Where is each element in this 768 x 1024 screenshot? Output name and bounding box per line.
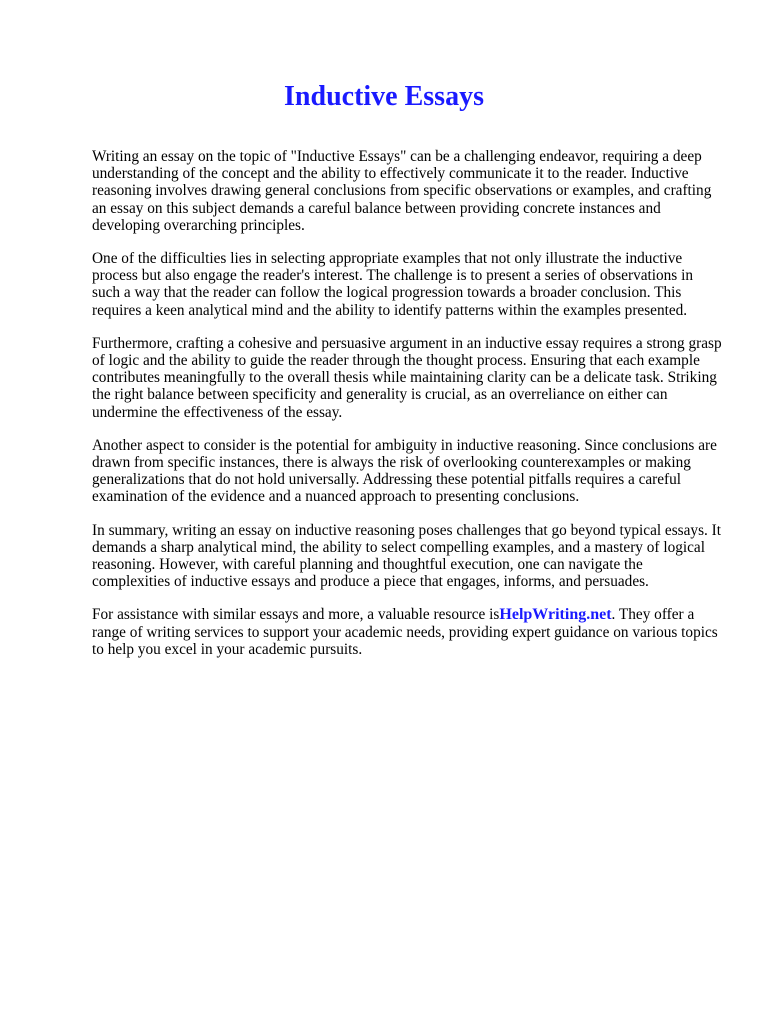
paragraph-4: Another aspect to consider is the potential for ambiguity in inductive reasoning. Since conclusions are drawn from specific instances, there is always the risk of overlooking counterexamples or making generalizations that do not hold universally. Addressing these potential pitfalls requires a careful examination of the evidence and a nuanced approach to presenting conclusions.	[92, 436, 717, 506]
final-paragraph-tail: . They offer a range of writing services to support your academic needs, providing expert guidance on various topics to help you excel in your academic pursuits.	[92, 606, 718, 658]
paragraph-3: Furthermore, crafting a cohesive and persuasive argument in an inductive essay requires a strong grasp of logic and the ability to guide the reader through the thought process. Ensuring that each example contributes meaningfully to the overall thesis while maintaining clarity can be a delicate task. Striking the right balance between specificity and generality is crucial, as an overreliance on either can undermine the effectiveness of the essay.	[92, 334, 722, 421]
paragraph-5: In summary, writing an essay on inductive reasoning poses challenges that go beyond typical essays. It demands a sharp analytical mind, the ability to select compelling examples, and a mastery of logical reasoning. However, with careful planning and thoughtful execution, one can navigate the complexities of inductive essays and produce a piece that engages, informs, and persuades.	[92, 521, 722, 591]
paragraph-2: One of the difficulties lies in selecting appropriate examples that not only illustrate the inductive process but also engage the reader's interest. The challenge is to present a series of observations in such a way that the reader can follow the logical progression towards a broader conclusion. This requires a keen analytical mind and the ability to identify patterns within the examples presented.	[92, 250, 693, 319]
paragraph-1: Writing an essay on the topic of "Inductive Essays" can be a challenging endeavor, requiring a deep understanding of the concept and the ability to effectively communicate it to the reader. Inductive reasoning involves drawing general conclusions from specific observations or examples, and crafting an essay on this subject demands a careful balance between providing concrete instances and developing overarching principles.	[92, 148, 712, 234]
helpwriting-link[interactable]: HelpWriting.net	[499, 606, 612, 624]
paragraph-6	[92, 606, 722, 658]
page-title: Inductive Essays	[284, 81, 484, 112]
final-paragraph-lead: For assistance with similar essays and more, a valuable resource is	[92, 606, 500, 624]
